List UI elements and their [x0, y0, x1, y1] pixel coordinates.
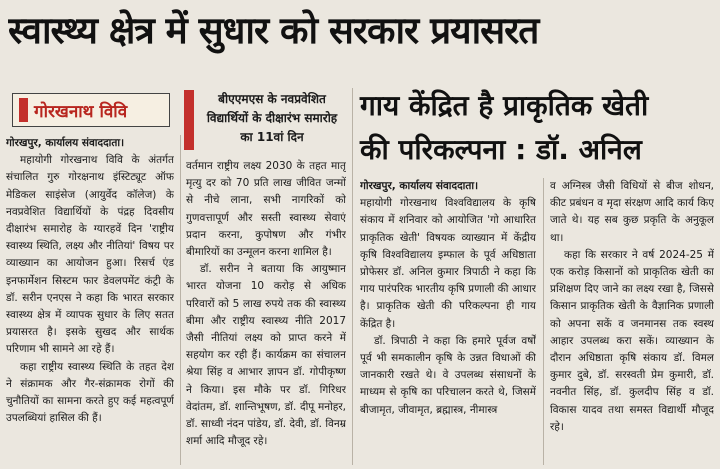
- story2-paragraph: महायोगी गोरखनाथ विश्वविद्यालय के कृषि संकाय में शनिवार को आयोजित 'गो आधारित प्राकृतिक खेती' विषयक व्याख्यान में केंद्रीय कृषि विश्वविद्यालय इम्फाल के पूर्व अधिष्ठाता प्रोफेसर डॉ. अनिल कुमार त्रिपाठी ने कहा कि गाय पारंपरिक भारतीय कृषि प्रणाली की आधार है। प्राकृतिक खेती की परिकल्पना ही गाय केंद्रित है।: [360, 197, 536, 330]
- story2-paragraph: डॉ. त्रिपाठी ने कहा कि हमारे पूर्वज वर्षों पूर्व भी समकालीन कृषि के उन्नत विधाओं की जानकारी रखते थे। वे उपलब्ध संसाधनों के माध्यम से कृषि का परिचालन करते थे, जिसमें बीजामृत, जीवामृत, ब्रह्मास्त्र, नीमास्त्र: [360, 334, 536, 416]
- story1-paragraph: डॉ. सरीन ने बताया कि आयुष्मान भारत योजना 10 करोड़ से अधिक परिवारों को 5 लाख रुपये तक की स्वास्थ्य बीमा और राष्ट्रीय स्वास्थ्य नीति 2017 जैसी नीतियां लक्ष्य को प्राप्त करने में सहयोग कर रही हैं। कार्यक्रम का संचालन श्रेया सिंह व आभार ज्ञापन डॉ. गोपीकृष्ण ने किया। इस मौके पर डॉ. गिरिधर वेदांतम, डॉ. शान्तिभूषण, डॉ. दीपू मनोहर, डॉ. साध्वी नंदन पांडेय, डॉ. देवी, डॉ. विनम्र शर्मा आदि मौजूद रहे।: [186, 263, 346, 448]
- story1-paragraph: वर्तमान राष्ट्रीय लक्ष्य 2030 के तहत मातृ मृत्यु दर को 70 प्रति लाख जीवित जन्मों से नीचे लाना, सभी नागरिकों को गुणवत्तापूर्ण और सस्ती स्वास्थ्य सेवाएं प्रदान करना, कुपोषण और गंभीर बीमारियों का उन्मूलन करना शामिल है।: [186, 160, 346, 259]
- badge-accent-bar: [19, 98, 28, 122]
- story2-column-2: [550, 178, 714, 467]
- story1-column-1: [6, 135, 174, 467]
- story1-subhead: बीएएमएस के नवप्रवेशित विद्यार्थियों के दीक्षारंभ समारोह का 11वां दिन: [206, 92, 338, 144]
- story2-dateline: गोरखपुर, कार्यालय संवाददाता।: [360, 180, 479, 192]
- story1-paragraph: कहा राष्ट्रीय स्वास्थ्य स्थिति के तहत देश ने संक्रामक और गैर-संक्रामक रोगों की चुनौतियों का सामना करते हुए कई महत्वपूर्ण उपलब्धियां हासिल की हैं।: [6, 360, 174, 425]
- story2-headline-line-2: की परिकल्पना : डॉ. अनिल: [360, 133, 642, 166]
- story2-paragraph: व अग्निस्त्र जैसी विधियों से बीज शोधन, कीट प्रबंधन व मृदा संरक्षण आदि कार्य किए जाते थे। यह सब कुछ प्रकृति के अनुकूल था।: [550, 180, 714, 244]
- subhead-accent-bar: [184, 90, 194, 150]
- story-divider: [352, 88, 353, 465]
- badge-label: गोरखनाथ विवि: [34, 101, 128, 122]
- story1-paragraph: महायोगी गोरखनाथ विवि के अंतर्गत संचालित गुरु गोरक्षनाथ इंस्टिट्यूट ऑफ मेडिकल साइंसेज (आयुर्वेद कॉलेज) के नवप्रवेशित विद्यार्थियों के पंद्रह दिवसीय दीक्षारंभ समारोह के ग्यारहवें दिन 'राष्ट्रीय स्वास्थ्य स्थिति, लक्ष्य और नीतियां' विषय पर व्याख्यान का आयोजन हुआ। रिसर्च एंड इनफार्मेशन सिस्टम फार डेवलपमेंट कंट्री के डॉ. सरीन एनएस ने कहा कि भारत सरकार स्वास्थ्य क्षेत्र में व्यापक सुधार के लिए सतत प्रयासरत है। इसके सुखद और सार्थक परिणाम भी सामने आ रहे हैं।: [6, 154, 174, 356]
- column-divider: [180, 135, 181, 465]
- story2-headline-line-1: गाय केंद्रित है प्राकृतिक खेती: [360, 89, 649, 122]
- story1-subhead-box: [184, 90, 344, 154]
- story2-paragraph: कहा कि सरकार ने वर्ष 2024-25 में एक करोड़ किसानों को प्राकृतिक खेती का प्रशिक्षण दिए जाने का लक्ष्य रखा है, जिससे किसान प्राकृतिक खेती के वैज्ञानिक प्रणाली को अपना सकें व जनमानस तक स्वस्थ आहार उपलब्ध करा सकें। व्याख्यान के दौरान अधिष्ठाता कृषि संकाय डॉ. विमल कुमार दुबे, डॉ. सरस्वती प्रेम कुमारी, डॉ. नवनीत सिंह, डॉ. कुलदीप सिंह व डॉ. विकास यादव तथा समस्त विद्यार्थी मौजूद रहे।: [550, 248, 714, 433]
- story1-column-2: [186, 158, 346, 467]
- story2-headline: [360, 84, 712, 172]
- column-divider: [543, 178, 544, 465]
- story1-dateline: गोरखपुर, कार्यालय संवाददाता।: [6, 137, 125, 149]
- story2-column-1: [360, 178, 536, 467]
- section-badge: [12, 93, 170, 127]
- page-headline: स्वास्थ्य क्षेत्र में सुधार को सरकार प्रयासरत: [8, 9, 539, 52]
